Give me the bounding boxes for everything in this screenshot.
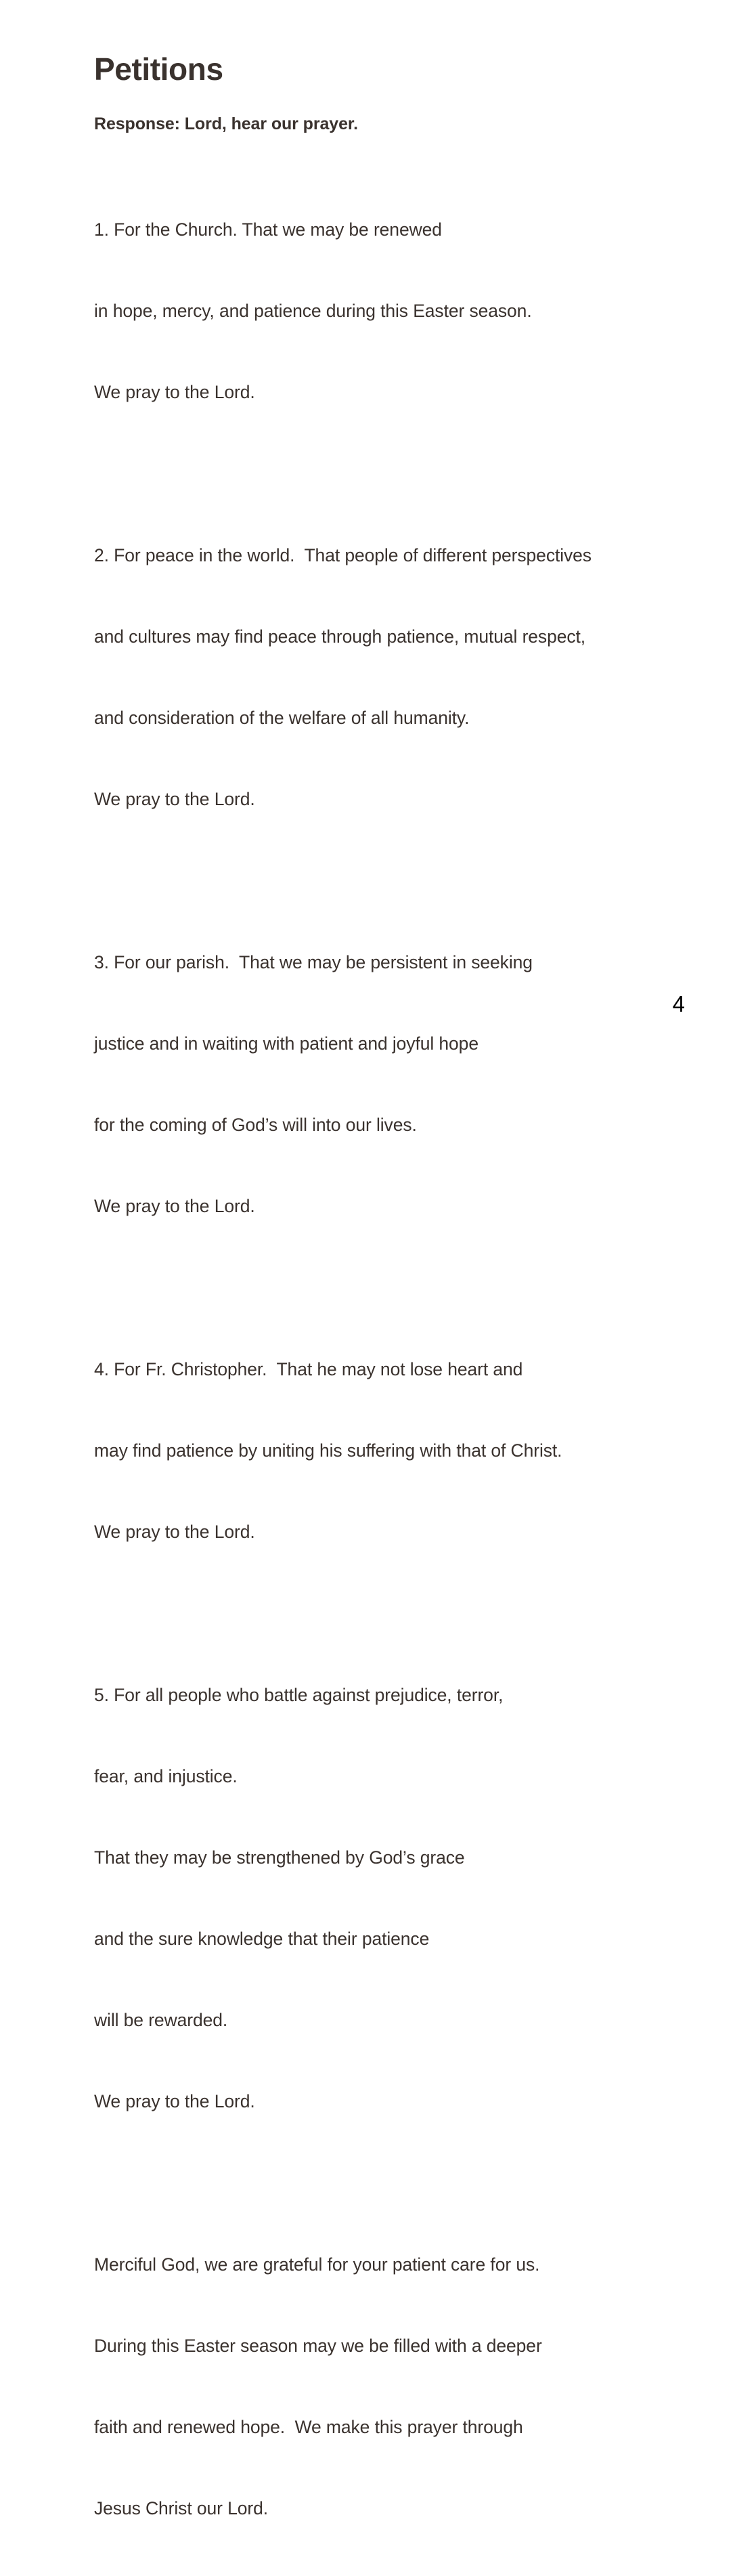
petition-line: We pray to the Lord.	[94, 789, 255, 810]
petition-line: and the sure knowledge that their patience	[94, 1929, 430, 1950]
petition-line: We pray to the Lord.	[94, 1522, 255, 1543]
petition-line: will be rewarded.	[94, 2010, 228, 2031]
petition-line: 4. For Fr. Christopher. That he may not lose heart and	[94, 1359, 523, 1380]
petition-line: for the coming of God’s will into our lives.	[94, 1115, 417, 1136]
petition-1	[94, 134, 703, 460]
petition-line: 1. For the Church. That we may be renewed	[94, 219, 442, 240]
petition-line: may find patience by uniting his suffering with that of Christ.	[94, 1440, 562, 1461]
petition-line: That they may be strengthened by God’s grace	[94, 1847, 465, 1868]
petition-line: We pray to the Lord.	[94, 382, 255, 403]
petition-line: and cultures may find peace through patience, mutual respect,	[94, 626, 586, 647]
petition-line: and consideration of the welfare of all humanity.	[94, 708, 470, 729]
petition-5	[94, 1600, 703, 2169]
petition-3	[94, 867, 703, 1274]
petition-line: We pray to the Lord.	[94, 2091, 255, 2112]
petition-line: justice and in waiting with patient and joyful hope	[94, 1033, 478, 1054]
petition-line: 5. For all people who battle against prejudice, terror,	[94, 1685, 504, 1706]
petition-line: 2. For peace in the world. That people of different perspectives	[94, 545, 592, 566]
petition-4	[94, 1274, 703, 1600]
closing-prayer-line: During this Easter season may we be filled with a deeper	[94, 2336, 542, 2357]
page-content	[94, 0, 703, 2576]
petition-line: fear, and injustice.	[94, 1766, 238, 1787]
petition-2	[94, 460, 703, 867]
closing-prayer-line: Merciful God, we are grateful for your patient care for us.	[94, 2254, 540, 2275]
page-title: Petitions	[94, 51, 223, 87]
closing-prayer	[94, 2169, 703, 2576]
closing-prayer-line: faith and renewed hope. We make this prayer through	[94, 2417, 523, 2438]
response-line: Response: Lord, hear our prayer.	[94, 114, 358, 134]
closing-prayer-line: Jesus Christ our Lord.	[94, 2498, 269, 2519]
page-number: 4	[672, 991, 685, 1016]
petition-line: in hope, mercy, and patience during this Easter season.	[94, 301, 532, 322]
petition-line: 3. For our parish. That we may be persistent in seeking	[94, 952, 533, 973]
petition-line: We pray to the Lord.	[94, 1196, 255, 1217]
